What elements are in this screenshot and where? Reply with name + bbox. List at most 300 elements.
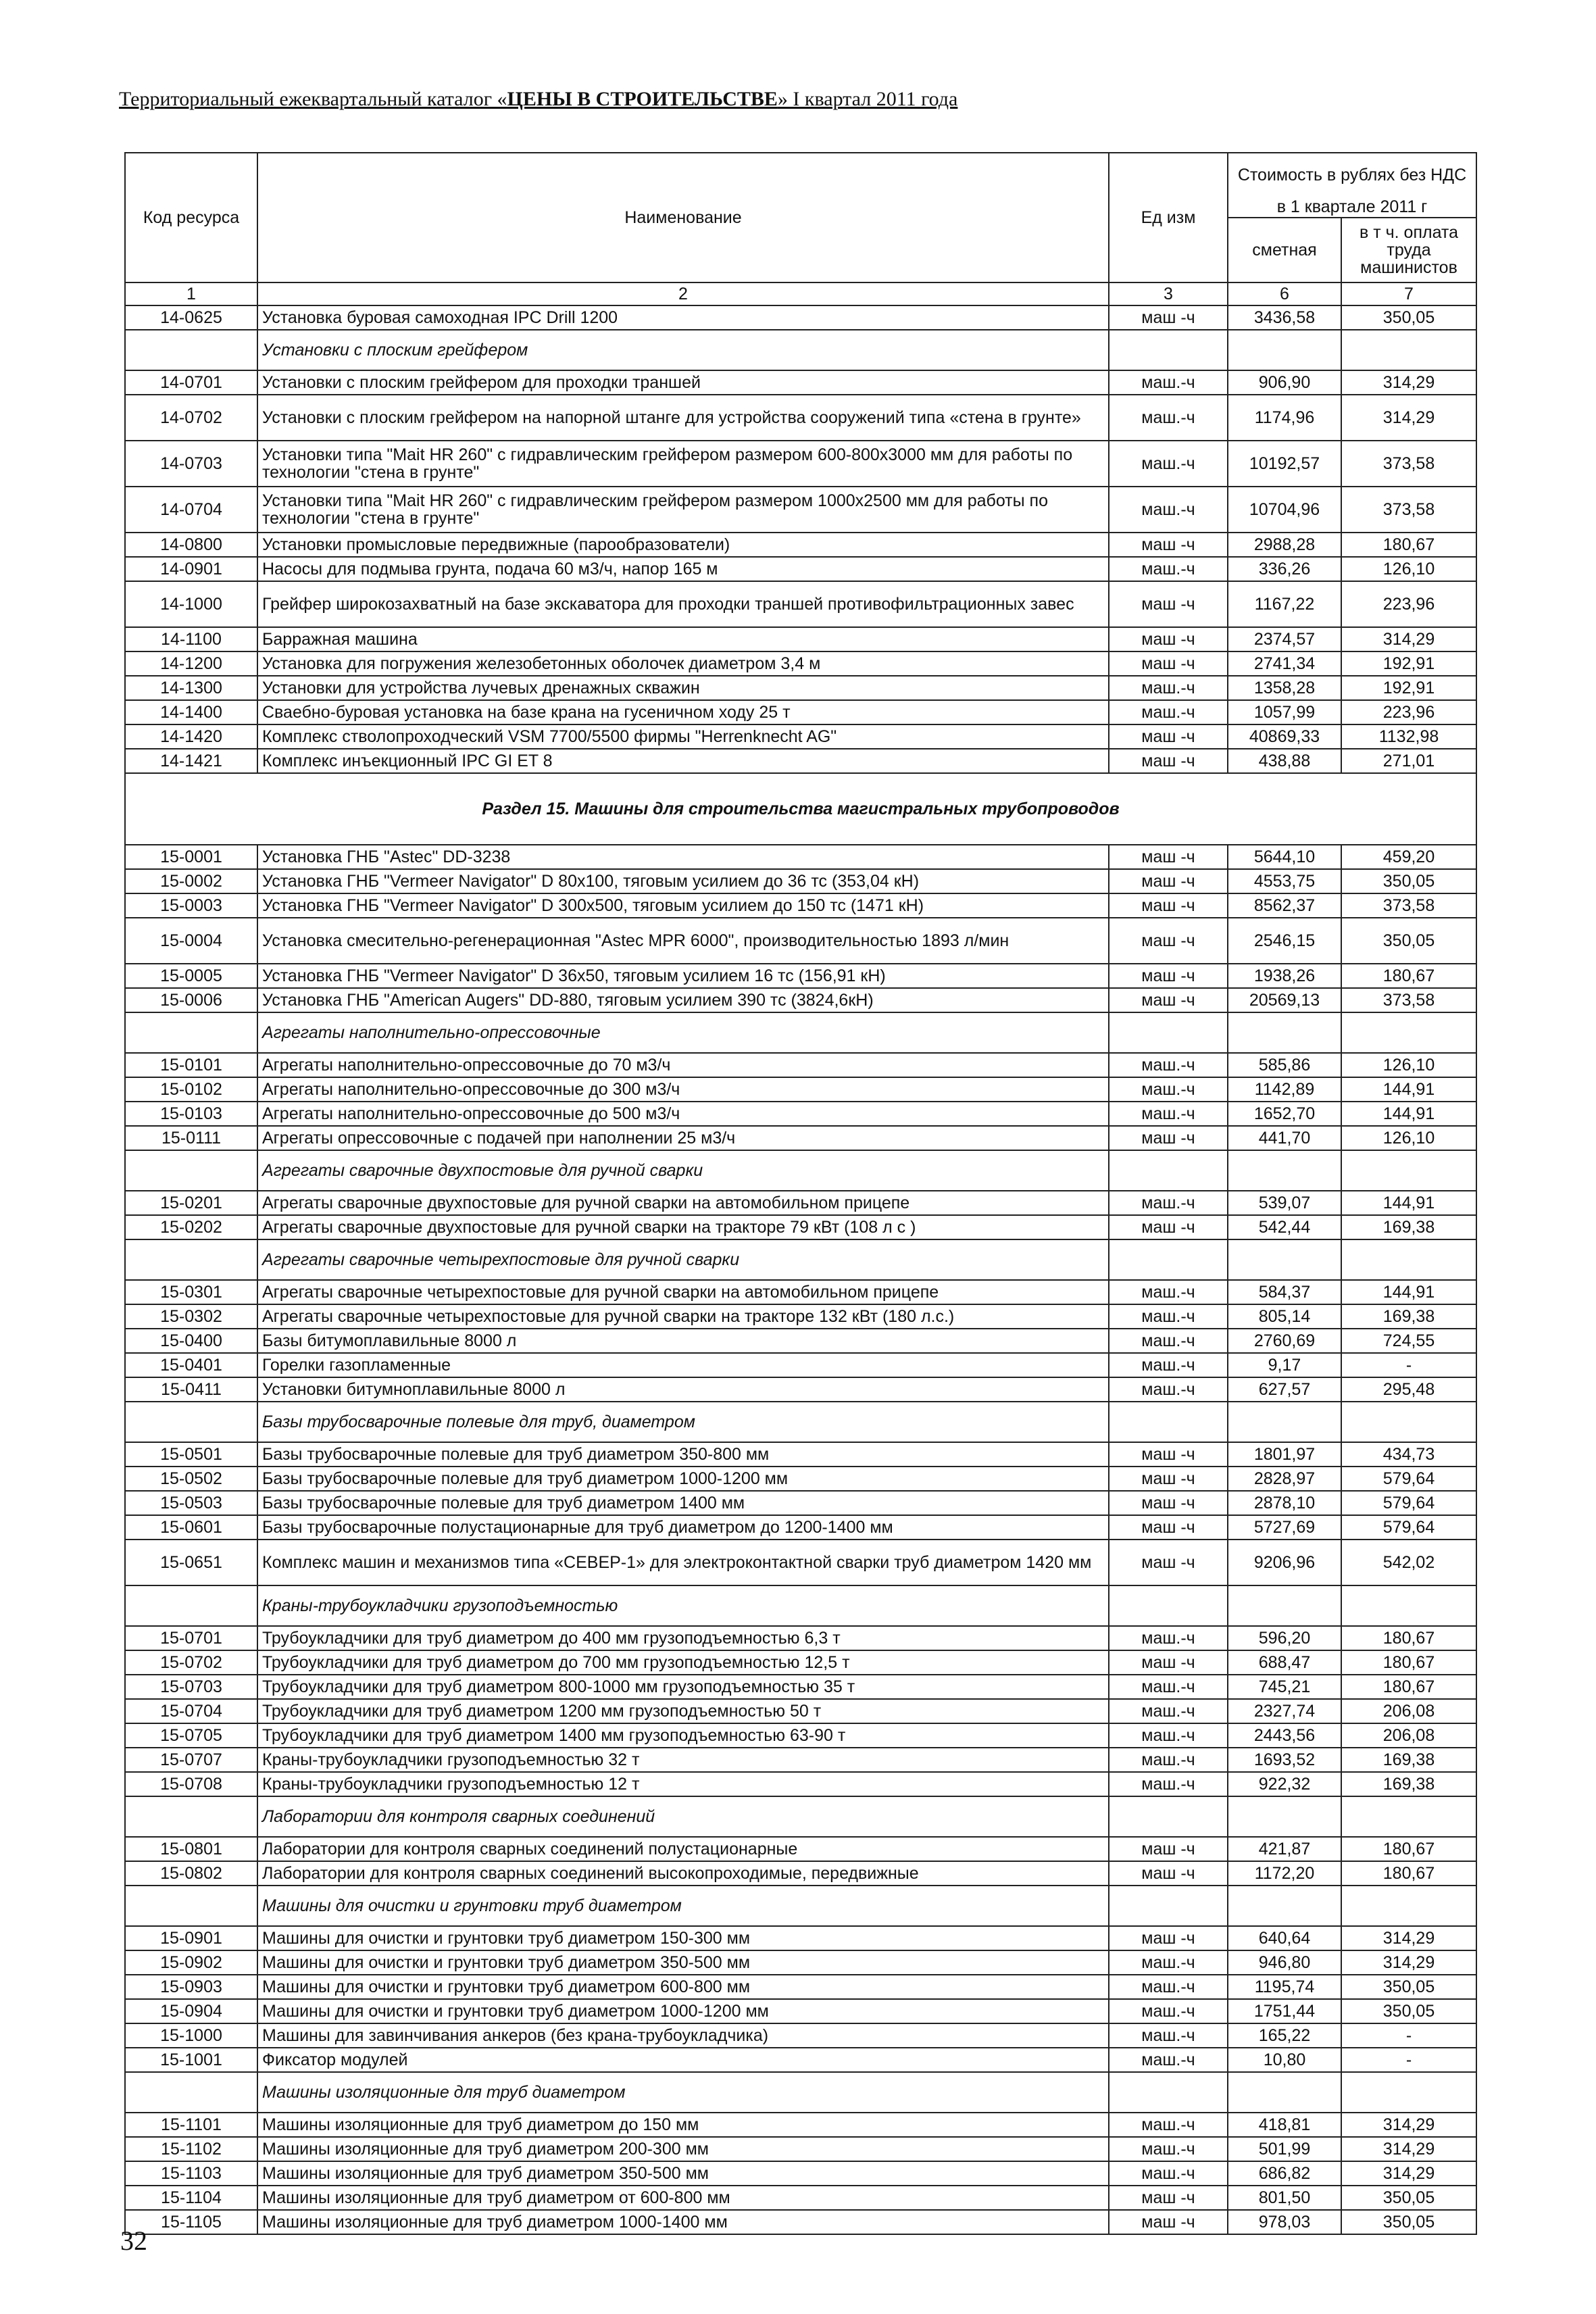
estimate-price: 10192,57 xyxy=(1228,441,1341,487)
table-row xyxy=(125,1699,1476,1723)
resource-code: 14-1000 xyxy=(125,581,257,627)
labor-price: 180,67 xyxy=(1341,1837,1476,1861)
unit-cell xyxy=(1109,1150,1228,1191)
resource-name: Агрегаты сварочные двухпостовые для ручной сварки на автомобильном прицепе xyxy=(257,1191,1109,1215)
unit-cell: маш -ч xyxy=(1109,1442,1228,1467)
estimate-price: 438,88 xyxy=(1228,749,1341,773)
unit-cell: маш.-ч xyxy=(1109,2048,1228,2072)
subsection-title: Машины для очистки и грунтовки труб диаметром xyxy=(257,1886,1109,1926)
labor-price: 459,20 xyxy=(1341,845,1476,869)
resource-name: Агрегаты наполнительно-опрессовочные до 70 м3/ч xyxy=(257,1053,1109,1077)
section-title: Раздел 15. Машины для строительства магистральных трубопроводов xyxy=(125,773,1476,845)
resource-code: 15-1001 xyxy=(125,2048,257,2072)
resource-code: 15-1105 xyxy=(125,2210,257,2234)
labor-price xyxy=(1341,1886,1476,1926)
table-row xyxy=(125,1467,1476,1491)
resource-name: Агрегаты сварочные двухпостовые для ручной сварки на тракторе 79 кВт (108 л с ) xyxy=(257,1215,1109,1239)
estimate-price: 421,87 xyxy=(1228,1837,1341,1861)
resource-code: 15-1103 xyxy=(125,2161,257,2186)
labor-price: 271,01 xyxy=(1341,749,1476,773)
subsection-row xyxy=(125,1585,1476,1626)
labor-price: 126,10 xyxy=(1341,557,1476,581)
price-table xyxy=(124,152,1477,2235)
estimate-price xyxy=(1228,1796,1341,1837)
resource-name: Установка ГНБ "American Augers" DD-880, тяговым усилием 390 тс (3824,6кН) xyxy=(257,988,1109,1012)
resource-code: 15-0111 xyxy=(125,1126,257,1150)
resource-name: Краны-трубоукладчики грузоподъемностью 32 т xyxy=(257,1748,1109,1772)
resource-name: Агрегаты сварочные четырехпостовые для ручной сварки на тракторе 132 кВт (180 л.с.) xyxy=(257,1304,1109,1329)
unit-cell: маш.-ч xyxy=(1109,370,1228,395)
estimate-price: 1142,89 xyxy=(1228,1077,1341,1102)
subsection-row xyxy=(125,1402,1476,1442)
estimate-price: 2741,34 xyxy=(1228,651,1341,676)
resource-code: 15-0101 xyxy=(125,1053,257,1077)
labor-price: 314,29 xyxy=(1341,1950,1476,1975)
table-row xyxy=(125,581,1476,627)
resource-name: Трубоукладчики для труб диаметром 1400 мм грузоподъемностью 63-90 т xyxy=(257,1723,1109,1748)
labor-price: 579,64 xyxy=(1341,1515,1476,1540)
table-row xyxy=(125,988,1476,1012)
table-row xyxy=(125,1650,1476,1675)
resource-name: Фиксатор модулей xyxy=(257,2048,1109,2072)
resource-name: Агрегаты опрессовочные с подачей при наполнении 25 м3/ч xyxy=(257,1126,1109,1150)
page-header xyxy=(119,88,1173,111)
resource-code: 15-0301 xyxy=(125,1280,257,1304)
col-header-cost-group: Стоимость в рублях без НДС xyxy=(1228,153,1476,197)
unit-cell: маш -ч xyxy=(1109,533,1228,557)
unit-cell: маш.-ч xyxy=(1109,1950,1228,1975)
labor-price: 373,58 xyxy=(1341,893,1476,918)
unit-cell: маш.-ч xyxy=(1109,700,1228,724)
labor-price xyxy=(1341,1796,1476,1837)
labor-price: 169,38 xyxy=(1341,1304,1476,1329)
estimate-price: 4553,75 xyxy=(1228,869,1341,893)
unit-cell: маш -ч xyxy=(1109,1540,1228,1585)
estimate-price: 2988,28 xyxy=(1228,533,1341,557)
resource-name: Машины изоляционные для труб диаметром от 600-800 мм xyxy=(257,2186,1109,2210)
estimate-price: 2374,57 xyxy=(1228,627,1341,651)
estimate-price xyxy=(1228,1239,1341,1280)
estimate-price: 688,47 xyxy=(1228,1650,1341,1675)
table-row xyxy=(125,2113,1476,2137)
table-row xyxy=(125,893,1476,918)
estimate-price xyxy=(1228,1012,1341,1053)
resource-code: 15-0201 xyxy=(125,1191,257,1215)
resource-code: 15-0651 xyxy=(125,1540,257,1585)
subsection-title: Лаборатории для контроля сварных соединений xyxy=(257,1796,1109,1837)
estimate-price: 801,50 xyxy=(1228,2186,1341,2210)
resource-code: 15-0802 xyxy=(125,1861,257,1886)
table-row xyxy=(125,1837,1476,1861)
resource-name: Трубоукладчики для труб диаметром 800-1000 мм грузоподъемностью 35 т xyxy=(257,1675,1109,1699)
resource-name: Грейфер широкозахватный на базе экскаватора для проходки траншей противофильтрационных завес xyxy=(257,581,1109,627)
labor-price xyxy=(1341,1239,1476,1280)
resource-name: Установки битумноплавильные 8000 л xyxy=(257,1377,1109,1402)
labor-price: 579,64 xyxy=(1341,1491,1476,1515)
labor-price: 144,91 xyxy=(1341,1280,1476,1304)
estimate-price: 640,64 xyxy=(1228,1926,1341,1950)
table-row xyxy=(125,487,1476,533)
resource-name: Установки типа "Mait HR 260" с гидравлическим грейфером размером 1000x2500 мм для работы по технологии "стена в грунте" xyxy=(257,487,1109,533)
unit-cell xyxy=(1109,1239,1228,1280)
table-row xyxy=(125,964,1476,988)
unit-cell: маш -ч xyxy=(1109,651,1228,676)
estimate-price: 978,03 xyxy=(1228,2210,1341,2234)
table-row xyxy=(125,1077,1476,1102)
col-number: 1 xyxy=(125,282,257,305)
table-row xyxy=(125,1999,1476,2023)
unit-cell: маш.-ч xyxy=(1109,2161,1228,2186)
estimate-price: 745,21 xyxy=(1228,1675,1341,1699)
resource-name: Установки промысловые передвижные (парообразователи) xyxy=(257,533,1109,557)
resource-code: 15-0400 xyxy=(125,1329,257,1353)
resource-code: 15-0601 xyxy=(125,1515,257,1540)
resource-name: Установка ГНБ "Astec" DD-3238 xyxy=(257,845,1109,869)
estimate-price: 596,20 xyxy=(1228,1626,1341,1650)
estimate-price xyxy=(1228,330,1341,370)
resource-name: Установка буровая самоходная IPC Drill 1200 xyxy=(257,305,1109,330)
table-row xyxy=(125,2210,1476,2234)
labor-price: - xyxy=(1341,1353,1476,1377)
estimate-price: 441,70 xyxy=(1228,1126,1341,1150)
col-header-name: Наименование xyxy=(257,153,1109,282)
resource-code: 15-0003 xyxy=(125,893,257,918)
unit-cell: маш.-ч xyxy=(1109,1280,1228,1304)
labor-price: 126,10 xyxy=(1341,1053,1476,1077)
estimate-price: 418,81 xyxy=(1228,2113,1341,2137)
table-row xyxy=(125,1442,1476,1467)
estimate-price: 501,99 xyxy=(1228,2137,1341,2161)
unit-cell: маш -ч xyxy=(1109,1126,1228,1150)
estimate-price: 2443,56 xyxy=(1228,1723,1341,1748)
labor-price: 206,08 xyxy=(1341,1723,1476,1748)
resource-name: Агрегаты наполнительно-опрессовочные до 300 м3/ч xyxy=(257,1077,1109,1102)
estimate-price: 2327,74 xyxy=(1228,1699,1341,1723)
unit-cell xyxy=(1109,1402,1228,1442)
unit-cell: маш -ч xyxy=(1109,1861,1228,1886)
col-header-estimate: сметная xyxy=(1228,218,1341,282)
unit-cell: маш.-ч xyxy=(1109,1191,1228,1215)
resource-name: Машины изоляционные для труб диаметром 200-300 мм xyxy=(257,2137,1109,2161)
labor-price: 373,58 xyxy=(1341,487,1476,533)
resource-code: 14-1200 xyxy=(125,651,257,676)
table-row xyxy=(125,1975,1476,1999)
estimate-price: 8562,37 xyxy=(1228,893,1341,918)
header-prefix: Территориальный ежеквартальный каталог « xyxy=(119,88,507,110)
unit-cell: маш.-ч xyxy=(1109,1748,1228,1772)
labor-price: 192,91 xyxy=(1341,676,1476,700)
table-row xyxy=(125,1053,1476,1077)
unit-cell: маш -ч xyxy=(1109,1650,1228,1675)
resource-name: Базы трубосварочные полевые для труб диаметром 1000-1200 мм xyxy=(257,1467,1109,1491)
labor-price: 350,05 xyxy=(1341,2210,1476,2234)
unit-cell: маш -ч xyxy=(1109,964,1228,988)
resource-code: 15-0703 xyxy=(125,1675,257,1699)
table-row xyxy=(125,1304,1476,1329)
resource-name: Агрегаты наполнительно-опрессовочные до 500 м3/ч xyxy=(257,1102,1109,1126)
labor-price: 373,58 xyxy=(1341,441,1476,487)
unit-cell: маш -ч xyxy=(1109,1215,1228,1239)
unit-cell xyxy=(1109,2072,1228,2113)
table-row xyxy=(125,1861,1476,1886)
resource-name: Сваебно-буровая установка на базе крана на гусеничном ходу 25 т xyxy=(257,700,1109,724)
resource-code: 15-0503 xyxy=(125,1491,257,1515)
resource-name: Установка для погружения железобетонных оболочек диаметром 3,4 м xyxy=(257,651,1109,676)
col-header-cost-period: в 1 квартале 2011 г xyxy=(1228,197,1476,218)
resource-code: 15-0902 xyxy=(125,1950,257,1975)
resource-code xyxy=(125,1585,257,1626)
labor-price: 314,29 xyxy=(1341,627,1476,651)
table-row xyxy=(125,918,1476,964)
unit-cell: маш -ч xyxy=(1109,581,1228,627)
unit-cell: маш.-ч xyxy=(1109,2113,1228,2137)
subsection-row xyxy=(125,1886,1476,1926)
table-row xyxy=(125,1515,1476,1540)
unit-cell: маш -ч xyxy=(1109,869,1228,893)
resource-code: 15-0102 xyxy=(125,1077,257,1102)
subsection-title: Машины изоляционные для труб диаметром xyxy=(257,2072,1109,2113)
table-row xyxy=(125,395,1476,441)
estimate-price: 1174,96 xyxy=(1228,395,1341,441)
table-row xyxy=(125,1377,1476,1402)
estimate-price: 1751,44 xyxy=(1228,1999,1341,2023)
estimate-price: 336,26 xyxy=(1228,557,1341,581)
labor-price: 350,05 xyxy=(1341,869,1476,893)
estimate-price: 1172,20 xyxy=(1228,1861,1341,1886)
labor-price: 169,38 xyxy=(1341,1772,1476,1796)
resource-name: Установка ГНБ "Vermeer Navigator" D 36x50, тяговым усилием 16 тс (156,91 кН) xyxy=(257,964,1109,988)
resource-code: 15-0002 xyxy=(125,869,257,893)
table-row xyxy=(125,1675,1476,1699)
labor-price: 350,05 xyxy=(1341,918,1476,964)
subsection-title: Агрегаты наполнительно-опрессовочные xyxy=(257,1012,1109,1053)
resource-code xyxy=(125,1239,257,1280)
labor-price: 579,64 xyxy=(1341,1467,1476,1491)
table-row xyxy=(125,2137,1476,2161)
table-row xyxy=(125,676,1476,700)
estimate-price: 946,80 xyxy=(1228,1950,1341,1975)
resource-code: 14-0901 xyxy=(125,557,257,581)
estimate-price: 1801,97 xyxy=(1228,1442,1341,1467)
table-row xyxy=(125,1280,1476,1304)
estimate-price: 10704,96 xyxy=(1228,487,1341,533)
unit-cell: маш.-ч xyxy=(1109,2137,1228,2161)
unit-cell: маш.-ч xyxy=(1109,1675,1228,1699)
table-row xyxy=(125,557,1476,581)
estimate-price: 165,22 xyxy=(1228,2023,1341,2048)
labor-price: 144,91 xyxy=(1341,1102,1476,1126)
labor-price: 314,29 xyxy=(1341,370,1476,395)
resource-code: 15-0708 xyxy=(125,1772,257,1796)
labor-price: - xyxy=(1341,2048,1476,2072)
labor-price: 542,02 xyxy=(1341,1540,1476,1585)
resource-name: Агрегаты сварочные четырехпостовые для ручной сварки на автомобильном прицепе xyxy=(257,1280,1109,1304)
resource-code: 15-0901 xyxy=(125,1926,257,1950)
resource-code: 15-0401 xyxy=(125,1353,257,1377)
estimate-price: 40869,33 xyxy=(1228,724,1341,749)
col-header-code: Код ресурса xyxy=(125,153,257,282)
table-row xyxy=(125,1191,1476,1215)
resource-code: 15-1104 xyxy=(125,2186,257,2210)
resource-code: 15-0004 xyxy=(125,918,257,964)
unit-cell: маш -ч xyxy=(1109,1837,1228,1861)
estimate-price xyxy=(1228,1886,1341,1926)
unit-cell: маш.-ч xyxy=(1109,1699,1228,1723)
table-row xyxy=(125,441,1476,487)
labor-price xyxy=(1341,1150,1476,1191)
subsection-row xyxy=(125,1796,1476,1837)
subsection-title: Агрегаты сварочные двухпостовые для ручной сварки xyxy=(257,1150,1109,1191)
table-row xyxy=(125,305,1476,330)
estimate-price: 1693,52 xyxy=(1228,1748,1341,1772)
unit-cell: маш -ч xyxy=(1109,2186,1228,2210)
resource-name: Трубоукладчики для труб диаметром 1200 мм грузоподъемностью 50 т xyxy=(257,1699,1109,1723)
unit-cell: маш -ч xyxy=(1109,1491,1228,1515)
header-catalog-name: ЦЕНЫ В СТРОИТЕЛЬСТВЕ xyxy=(507,88,778,110)
unit-cell: маш.-ч xyxy=(1109,1053,1228,1077)
section-row xyxy=(125,773,1476,845)
labor-price: 180,67 xyxy=(1341,533,1476,557)
table-row xyxy=(125,370,1476,395)
labor-price: 314,29 xyxy=(1341,395,1476,441)
labor-price: 180,67 xyxy=(1341,1650,1476,1675)
subsection-title: Агрегаты сварочные четырехпостовые для ручной сварки xyxy=(257,1239,1109,1280)
labor-price: - xyxy=(1341,2023,1476,2048)
unit-cell xyxy=(1109,1796,1228,1837)
resource-code: 15-0302 xyxy=(125,1304,257,1329)
labor-price xyxy=(1341,330,1476,370)
table-row xyxy=(125,1102,1476,1126)
estimate-price xyxy=(1228,1150,1341,1191)
labor-price: 169,38 xyxy=(1341,1215,1476,1239)
table-row xyxy=(125,869,1476,893)
unit-cell: маш -ч xyxy=(1109,988,1228,1012)
resource-code: 15-0701 xyxy=(125,1626,257,1650)
labor-price: 192,91 xyxy=(1341,651,1476,676)
labor-price: 180,67 xyxy=(1341,964,1476,988)
resource-name: Машины изоляционные для труб диаметром до 150 мм xyxy=(257,2113,1109,2137)
resource-code: 15-0502 xyxy=(125,1467,257,1491)
resource-code: 15-0411 xyxy=(125,1377,257,1402)
labor-price: 144,91 xyxy=(1341,1077,1476,1102)
resource-code xyxy=(125,1402,257,1442)
resource-code xyxy=(125,1886,257,1926)
estimate-price: 585,86 xyxy=(1228,1053,1341,1077)
unit-cell: маш.-ч xyxy=(1109,1999,1228,2023)
resource-code: 14-1300 xyxy=(125,676,257,700)
col-number: 7 xyxy=(1341,282,1476,305)
unit-cell xyxy=(1109,1585,1228,1626)
subsection-row xyxy=(125,2072,1476,2113)
labor-price: 223,96 xyxy=(1341,581,1476,627)
resource-code: 15-0704 xyxy=(125,1699,257,1723)
labor-price: 180,67 xyxy=(1341,1861,1476,1886)
estimate-price: 805,14 xyxy=(1228,1304,1341,1329)
col-header-labor: в т ч. оплата труда машинистов xyxy=(1341,218,1476,282)
estimate-price xyxy=(1228,1585,1341,1626)
unit-cell: маш -ч xyxy=(1109,749,1228,773)
resource-code xyxy=(125,1012,257,1053)
labor-price: 126,10 xyxy=(1341,1126,1476,1150)
table-row xyxy=(125,1540,1476,1585)
table-row xyxy=(125,1748,1476,1772)
resource-name: Машины для очистки и грунтовки труб диаметром 600-800 мм xyxy=(257,1975,1109,1999)
resource-name: Установка смесительно-регенерационная "Astec MPR 6000", производительностью 1893 л/мин xyxy=(257,918,1109,964)
unit-cell: маш.-ч xyxy=(1109,1626,1228,1650)
unit-cell: маш.-ч xyxy=(1109,487,1228,533)
estimate-price: 2546,15 xyxy=(1228,918,1341,964)
labor-price: 1132,98 xyxy=(1341,724,1476,749)
estimate-price: 922,32 xyxy=(1228,1772,1341,1796)
unit-cell: маш -ч xyxy=(1109,305,1228,330)
estimate-price: 1167,22 xyxy=(1228,581,1341,627)
resource-code: 14-1421 xyxy=(125,749,257,773)
labor-price xyxy=(1341,1585,1476,1626)
resource-name: Комплекс машин и механизмов типа «СЕВЕР-1» для электроконтактной сварки труб диаметром 1420 мм xyxy=(257,1540,1109,1585)
labor-price: 314,29 xyxy=(1341,2113,1476,2137)
resource-name: Машины изоляционные для труб диаметром 350-500 мм xyxy=(257,2161,1109,2186)
unit-cell: маш.-ч xyxy=(1109,676,1228,700)
unit-cell: маш -ч xyxy=(1109,627,1228,651)
resource-name: Установка ГНБ "Vermeer Navigator" D 300x500, тяговым усилием до 150 тс (1471 кН) xyxy=(257,893,1109,918)
resource-name: Краны-трубоукладчики грузоподъемностью 12 т xyxy=(257,1772,1109,1796)
resource-name: Машины для очистки и грунтовки труб диаметром 150-300 мм xyxy=(257,1926,1109,1950)
resource-code: 15-0202 xyxy=(125,1215,257,1239)
resource-name: Установки типа "Mait HR 260" с гидравлическим грейфером размером 600-800x3000 мм для работы по технологии "стена в грунте" xyxy=(257,441,1109,487)
labor-price: 206,08 xyxy=(1341,1699,1476,1723)
estimate-price: 5727,69 xyxy=(1228,1515,1341,1540)
resource-code xyxy=(125,1796,257,1837)
labor-price: 373,58 xyxy=(1341,988,1476,1012)
resource-code: 15-1102 xyxy=(125,2137,257,2161)
resource-name: Машины для завинчивания анкеров (без крана-трубоукладчика) xyxy=(257,2023,1109,2048)
resource-name: Комплекс стволопроходческий VSM 7700/5500 фирмы "Herrenknecht AG" xyxy=(257,724,1109,749)
estimate-price: 5644,10 xyxy=(1228,845,1341,869)
resource-code: 15-1000 xyxy=(125,2023,257,2048)
resource-code: 15-0707 xyxy=(125,1748,257,1772)
table-row xyxy=(125,533,1476,557)
unit-cell: маш.-ч xyxy=(1109,395,1228,441)
unit-cell: маш -ч xyxy=(1109,724,1228,749)
col-header-unit: Ед изм xyxy=(1109,153,1228,282)
resource-code: 14-1400 xyxy=(125,700,257,724)
resource-code: 14-0625 xyxy=(125,305,257,330)
resource-name: Машины для очистки и грунтовки труб диаметром 350-500 мм xyxy=(257,1950,1109,1975)
resource-name: Установки с плоским грейфером для проходки траншей xyxy=(257,370,1109,395)
subsection-row xyxy=(125,1150,1476,1191)
unit-cell: маш.-ч xyxy=(1109,1723,1228,1748)
resource-name: Трубоукладчики для труб диаметром до 700 мм грузоподъемностью 12,5 т xyxy=(257,1650,1109,1675)
resource-code: 14-0704 xyxy=(125,487,257,533)
labor-price xyxy=(1341,2072,1476,2113)
resource-code: 14-0701 xyxy=(125,370,257,395)
resource-name: Трубоукладчики для труб диаметром до 400 мм грузоподъемностью 6,3 т xyxy=(257,1626,1109,1650)
resource-code: 15-0903 xyxy=(125,1975,257,1999)
labor-price: 223,96 xyxy=(1341,700,1476,724)
estimate-price: 9,17 xyxy=(1228,1353,1341,1377)
col-number: 2 xyxy=(257,282,1109,305)
unit-cell: маш -ч xyxy=(1109,1926,1228,1950)
labor-price: 314,29 xyxy=(1341,2161,1476,2186)
table-row xyxy=(125,845,1476,869)
resource-code xyxy=(125,330,257,370)
unit-cell: маш -ч xyxy=(1109,893,1228,918)
resource-name: Лаборатории для контроля сварных соединений полустационарные xyxy=(257,1837,1109,1861)
unit-cell: маш.-ч xyxy=(1109,1772,1228,1796)
unit-cell xyxy=(1109,1012,1228,1053)
subsection-row xyxy=(125,330,1476,370)
labor-price: 169,38 xyxy=(1341,1748,1476,1772)
